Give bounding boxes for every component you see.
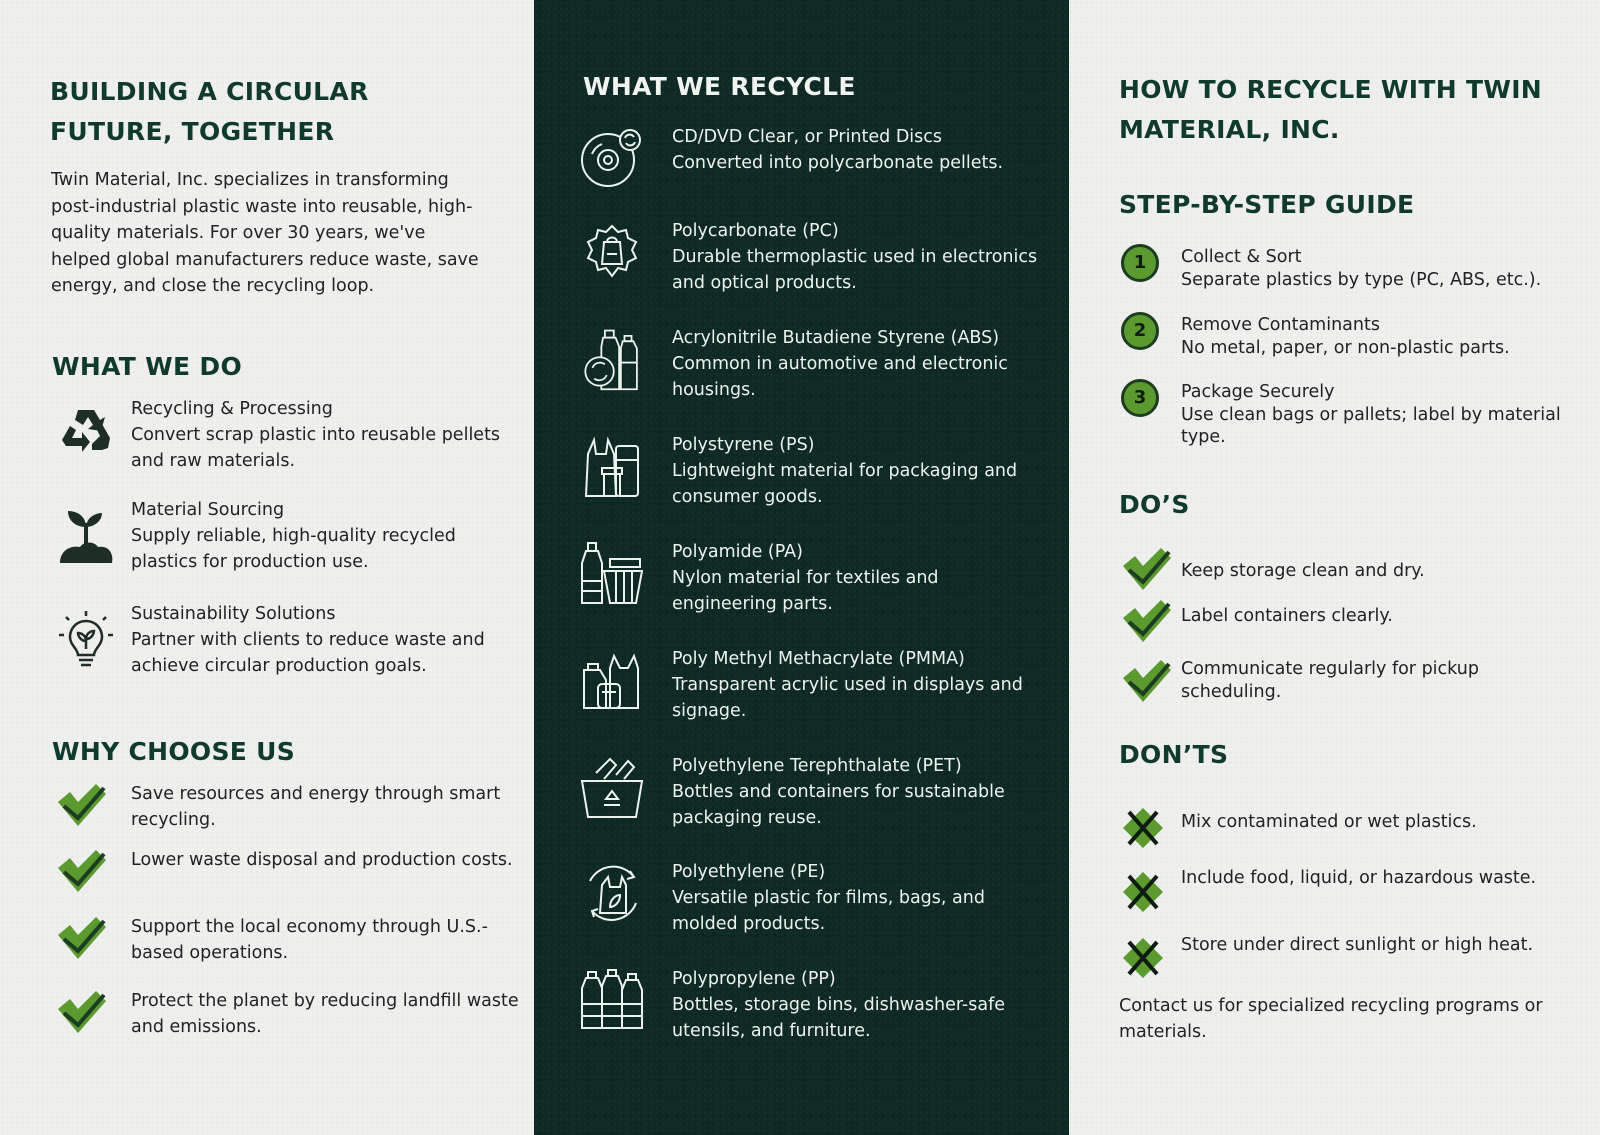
dos-title: DO’S	[1119, 490, 1190, 519]
item-text: Partner with clients to reduce waste and achieve circular production goals.	[131, 630, 485, 676]
recycle-text: Common in automotive and electronic housings.	[672, 354, 1008, 400]
containers-icon	[580, 648, 644, 712]
recycle-heading: Polyethylene (PE)	[672, 862, 826, 882]
check-icon	[56, 784, 108, 828]
disc-icon	[580, 126, 644, 190]
recycle-text: Nylon material for textiles and engineering parts.	[672, 568, 939, 614]
step-number: 3	[1121, 379, 1159, 417]
what-we-do-item	[56, 601, 516, 711]
right-panel	[1069, 0, 1600, 1135]
why-item-text: Protect the planet by reducing landfill waste and emissions.	[131, 991, 519, 1037]
why-item-text: Lower waste disposal and production costs.	[131, 850, 513, 870]
recycle-text: Converted into polycarbonate pellets.	[672, 153, 1004, 173]
check-icon	[56, 850, 108, 894]
step-text: Separate plastics by type (PC, ABS, etc.).	[1181, 269, 1542, 290]
recycle-heading: Polystyrene (PS)	[672, 435, 815, 455]
recycle-text: Lightweight material for packaging and consumer goods.	[672, 461, 1018, 507]
step-heading: Package Securely	[1181, 382, 1335, 402]
step-number: 2	[1121, 312, 1159, 350]
check-icon	[1121, 548, 1173, 592]
step-number: 1	[1121, 244, 1159, 282]
middle-panel	[534, 0, 1069, 1135]
why-item-text: Save resources and energy through smart recycling.	[131, 784, 501, 830]
recycle-text: Versatile plastic for films, bags, and molded products.	[672, 888, 985, 934]
why-item-text: Support the local economy through U.S.-based operations.	[131, 917, 488, 963]
item-text: Supply reliable, high-quality recycled plastics for production use.	[131, 526, 456, 572]
step-text: Use clean bags or pallets; label by material type.	[1181, 404, 1561, 447]
dont-text: Include food, liquid, or hazardous waste.	[1181, 868, 1537, 888]
step-heading: Remove Contaminants	[1181, 315, 1380, 335]
recycle-icon	[56, 404, 116, 464]
item-heading: Material Sourcing	[131, 500, 285, 520]
do-text: Label containers clearly.	[1181, 606, 1393, 626]
contact-text: Contact us for specialized recycling programs or materials.	[1119, 996, 1543, 1042]
lightbulb-leaf-icon	[56, 609, 116, 669]
what-we-do-item	[56, 497, 516, 607]
bottles-icon	[580, 968, 644, 1032]
item-heading: Recycling & Processing	[131, 399, 333, 419]
recycle-heading: Polypropylene (PP)	[672, 969, 836, 989]
check-icon	[1121, 600, 1173, 644]
item-text: Convert scrap plastic into reusable pellets and raw materials.	[131, 425, 501, 471]
x-icon	[1121, 870, 1173, 914]
recycle-heading: Acrylonitrile Butadiene Styrene (ABS)	[672, 328, 1000, 348]
step-heading: Collect & Sort	[1181, 247, 1302, 267]
what-we-recycle-title: WHAT WE RECYCLE	[583, 72, 856, 101]
check-icon	[56, 991, 108, 1035]
left-panel	[0, 0, 534, 1135]
recycle-heading: Polyamide (PA)	[672, 542, 803, 562]
dont-text: Store under direct sunlight or high heat.	[1181, 935, 1534, 955]
dont-text: Mix contaminated or wet plastics.	[1181, 812, 1477, 832]
bottle-basket-icon	[580, 541, 644, 605]
left-title: BUILDING A CIRCULAR FUTURE, TOGETHER	[50, 77, 369, 146]
do-text: Communicate regularly for pickup scheduling.	[1181, 659, 1479, 702]
x-icon	[1121, 936, 1173, 980]
what-we-do-title: WHAT WE DO	[52, 352, 243, 381]
what-we-do-item	[56, 396, 516, 506]
recycle-heading: CD/DVD Clear, or Printed Discs	[672, 127, 943, 147]
x-icon	[1121, 806, 1173, 850]
recycle-heading: Poly Methyl Methacrylate (PMMA)	[672, 649, 965, 669]
step-guide-title: STEP-BY-STEP GUIDE	[1119, 190, 1415, 219]
intro-paragraph: Twin Material, Inc. specializes in transforming post-industrial plastic waste into reusable, high-quality materials. For over 30 years, we've helped global manufacturers reduce waste, save energy, and close the recycling loop.	[51, 170, 479, 296]
recycle-text: Durable thermoplastic used in electronics and optical products.	[672, 247, 1038, 293]
recycle-heading: Polyethylene Terephthalate (PET)	[672, 756, 962, 776]
recycle-heading: Polycarbonate (PC)	[672, 221, 839, 241]
recycle-text: Transparent acrylic used in displays and signage.	[672, 675, 1023, 721]
gear-bag-icon	[580, 220, 644, 284]
do-text: Keep storage clean and dry.	[1181, 561, 1425, 581]
why-choose-us-title: WHY CHOOSE US	[52, 737, 296, 766]
basket-recycle-icon	[580, 755, 644, 819]
recycle-text: Bottles, storage bins, dishwasher-safe utensils, and furniture.	[672, 995, 1006, 1041]
bag-cycle-icon	[580, 861, 644, 925]
item-heading: Sustainability Solutions	[131, 604, 336, 624]
step-text: No metal, paper, or non-plastic parts.	[1181, 337, 1510, 358]
bottles-recycle-icon	[580, 327, 644, 391]
bag-bottle-icon	[580, 434, 644, 498]
check-icon	[56, 917, 108, 961]
check-icon	[1121, 660, 1173, 704]
donts-title: DON’TS	[1119, 740, 1229, 769]
recycle-text: Bottles and containers for sustainable packaging reuse.	[672, 782, 1005, 828]
right-title: HOW TO RECYCLE WITH TWIN MATERIAL, INC.	[1119, 75, 1543, 144]
sprout-icon	[56, 505, 116, 565]
